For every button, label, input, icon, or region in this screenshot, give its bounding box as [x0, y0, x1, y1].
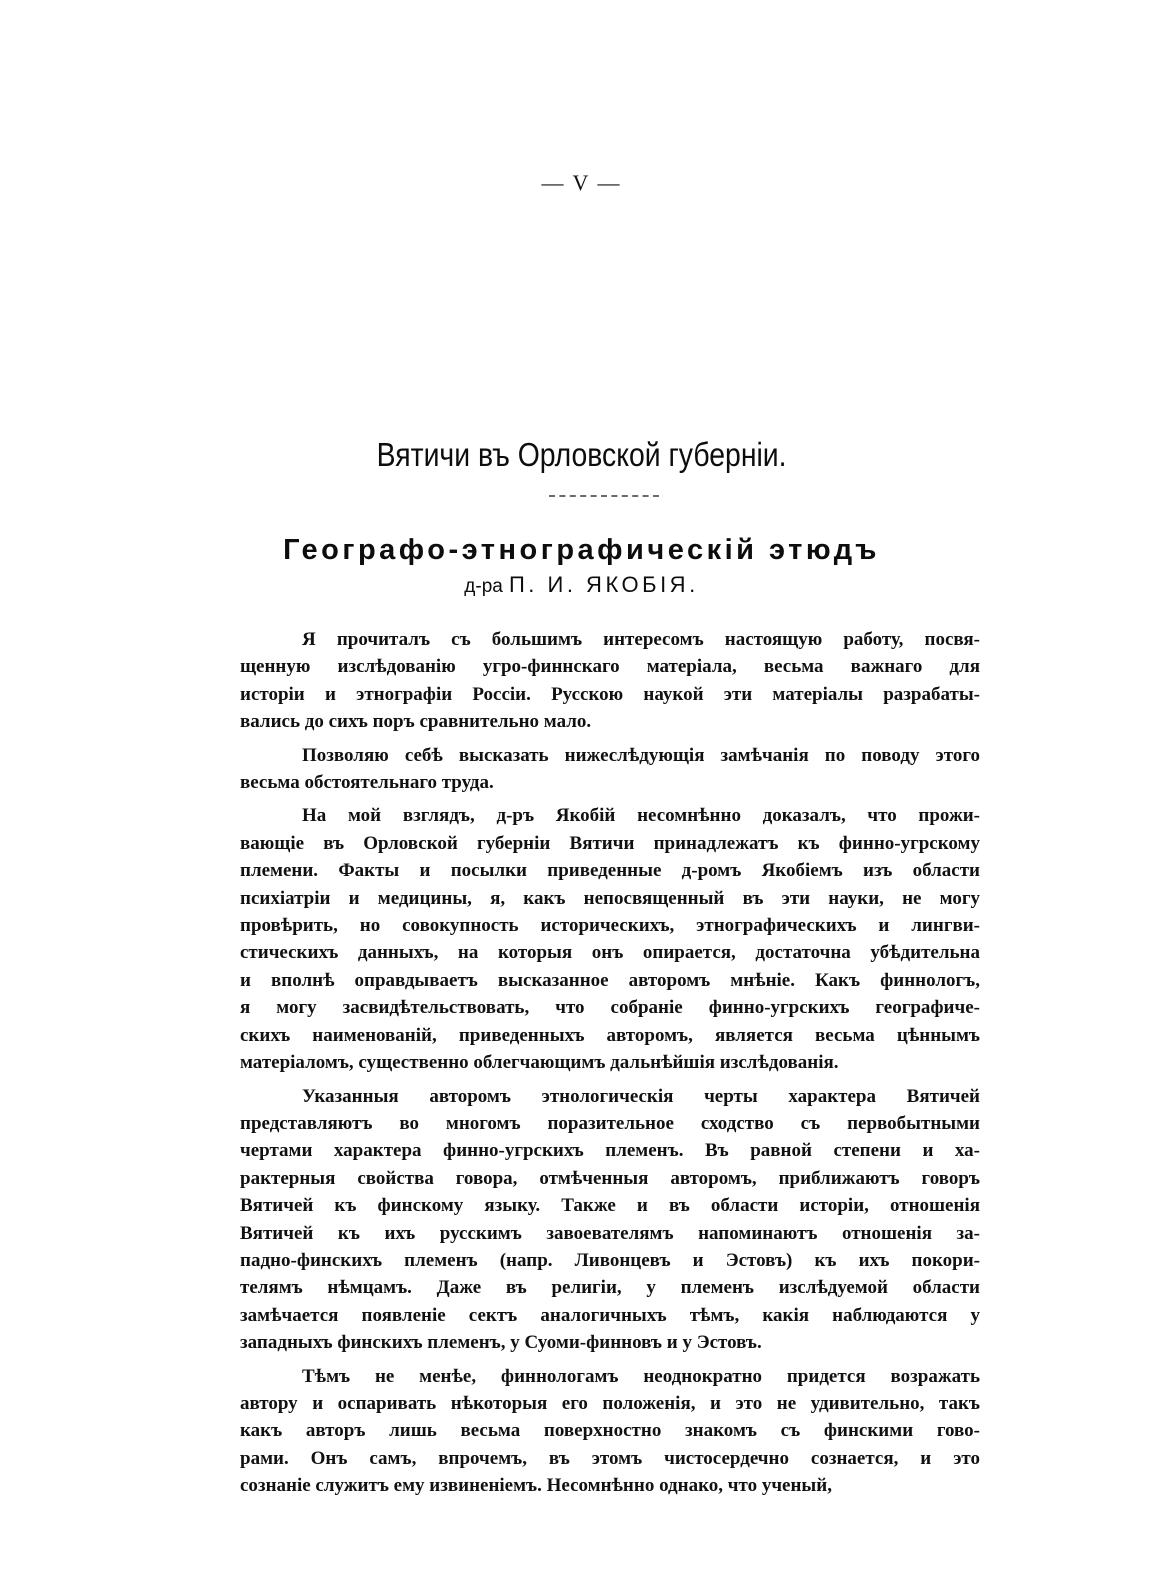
text-line: щенную изслѣдованію угро-финнскаго матеріала, весьма важнаго для [240, 656, 980, 678]
paragraph [240, 742, 980, 797]
text-line: западныхъ финскихъ племенъ, у Суоми-финновъ и у Эстовъ. [240, 1332, 762, 1354]
text-line: падно-финскихъ племенъ (напр. Ливонцевъ и Эстовъ) къ ихъ покори- [240, 1249, 980, 1271]
text-line: какъ авторъ лишь весьма поверхностно знакомъ съ финскими гово- [240, 1420, 980, 1442]
text-line: Указанныя авторомъ этнологическія черты характера Вятичей [302, 1085, 980, 1107]
page-title: Вятичи въ Орловской губерніи. [376, 436, 787, 473]
text-line: весьма обстоятельнаго труда. [240, 772, 494, 794]
text-line: чертами характера финно-угрскихъ племенъ. Въ равной степени и ха- [240, 1140, 980, 1162]
text-line: вались до сихъ поръ сравнительно мало. [240, 711, 592, 733]
text-line: автору и оспаривать нѣкоторыя его положенія, и это не удивительно, такъ [240, 1392, 980, 1414]
text-line: Тѣмъ не менѣе, финнологамъ неоднократно придется возражать [302, 1365, 980, 1387]
paragraph [240, 802, 980, 1076]
text-line: телямъ нѣмцамъ. Даже въ религіи, у племенъ изслѣдуемой области [240, 1277, 980, 1299]
text-line: представляютъ во многомъ поразительное сходство съ первобытными [240, 1112, 980, 1134]
text-line: я могу засвидѣтельствовать, что собраніе финно-угрскихъ географиче- [240, 997, 980, 1019]
text-line: стическихъ данныхъ, на которыя онъ опирается, достаточна убѣдительна [240, 942, 980, 964]
text-line: скихъ наименованій, приведенныхъ авторомъ, является весьма цѣннымъ [240, 1024, 980, 1046]
author-name: П. И. ЯКОБІЯ. [508, 572, 699, 597]
body-text [240, 626, 980, 1506]
text-line: исторіи и этнографіи Россіи. Русскою наукой эти матеріалы разрабаты- [240, 683, 980, 705]
text-line: Я прочиталъ съ большимъ интересомъ настоящую работу, посвя- [302, 629, 980, 650]
author-prefix: д-ра [464, 576, 503, 597]
text-line: Вятичей къ финскому языку. Также и въ области исторіи, отношенія [240, 1195, 980, 1217]
text-line: замѣчается появленіе сектъ аналогичныхъ тѣмъ, какія наблюдаются у [240, 1304, 980, 1326]
paragraph [240, 1363, 980, 1500]
text-line: психіатріи и медицины, я, какъ непосвященный въ эти науки, не могу [240, 887, 980, 909]
text-line: матеріаломъ, существенно облегчающимъ дальнѣйшія изслѣдованія. [240, 1052, 839, 1074]
text-line: провѣрить, но совокупность историческихъ, этнографическихъ и лингви- [240, 915, 980, 937]
text-line: племени. Факты и посылки приведенные д-ромъ Якобіемъ изъ области [240, 860, 980, 882]
text-line: рами. Онъ самъ, впрочемъ, въ этомъ чистосердечно сознается, и это [240, 1447, 980, 1469]
text-line: и вполнѣ оправдываетъ высказанное авторомъ мнѣніе. Какъ финнологъ, [240, 969, 980, 991]
paragraph [240, 1083, 980, 1357]
text-line: рактерныя свойства говора, отмѣченныя авторомъ, приближаютъ говоръ [240, 1167, 980, 1189]
text-line: Вятичей къ ихъ русскимъ завоевателямъ напоминаютъ отношенія за- [240, 1222, 980, 1244]
text-line: Позволяю себѣ высказать нижеслѣдующія замѣчанія по поводу этого [302, 744, 980, 766]
text-line: На мой взглядъ, д-ръ Якобій несомнѣнно доказалъ, что прожи- [302, 805, 980, 827]
text-line: вающіе въ Орловской губерніи Вятичи принадлежатъ къ финно-угрскому [240, 832, 980, 854]
author-line [0, 572, 1163, 598]
paragraph [240, 626, 980, 736]
title-divider [549, 495, 659, 497]
page-number: — V — [541, 170, 622, 195]
text-line: сознаніе служитъ ему извиненіемъ. Несомнѣнно однако, что ученый, [240, 1475, 832, 1497]
subtitle: Географо-этнографическій этюдъ [283, 534, 880, 566]
